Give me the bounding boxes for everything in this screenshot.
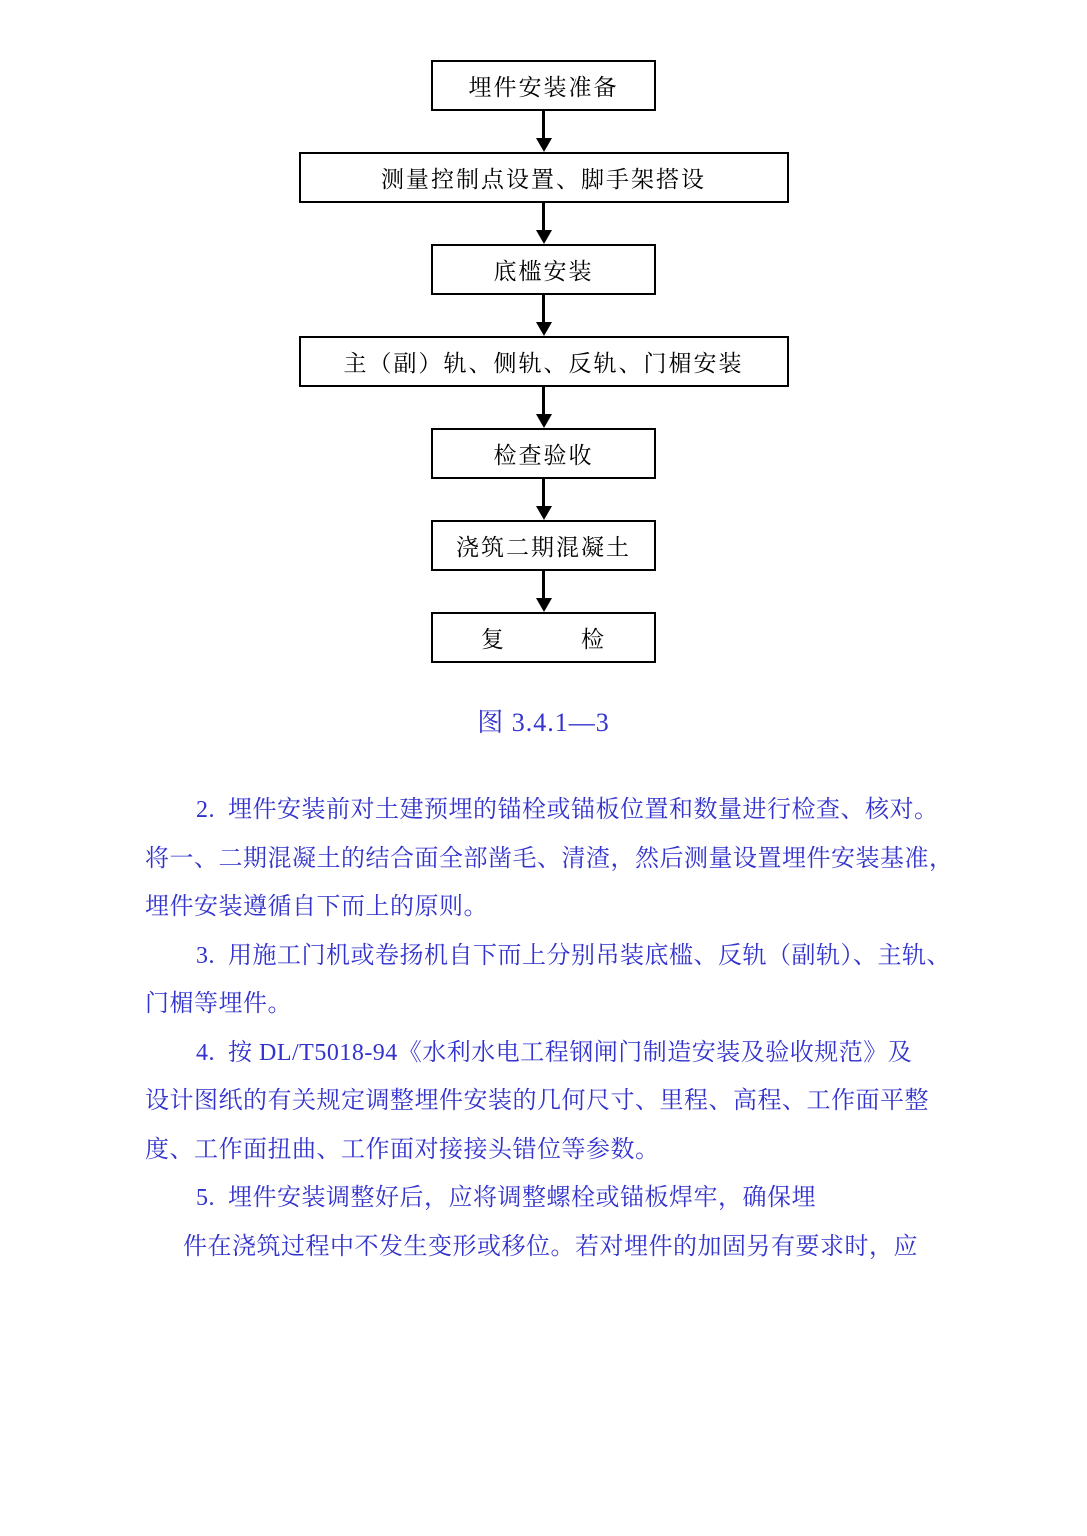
figure-caption: 图 3.4.1—3 <box>477 708 610 737</box>
arrow-stem <box>542 295 545 322</box>
paragraph-5-line-1: 5. 埋件安装调整好后，应将调整螺栓或锚板焊牢，确保埋 <box>196 1185 816 1211</box>
arrow-stem <box>542 387 545 414</box>
arrow-stem <box>542 571 545 598</box>
flow-step-6: 浇筑二期混凝土 <box>431 520 656 571</box>
arrow-stem <box>542 203 545 230</box>
down-arrow-icon <box>536 479 552 520</box>
arrow-head <box>536 506 552 520</box>
flowchart <box>0 60 1087 663</box>
arrow-head <box>536 230 552 244</box>
arrow-stem <box>542 111 545 138</box>
flow-step-7: 复 检 <box>431 612 656 663</box>
down-arrow-icon <box>536 203 552 244</box>
down-arrow-icon <box>536 295 552 336</box>
down-arrow-icon <box>536 111 552 152</box>
flow-step-2: 测量控制点设置、脚手架搭设 <box>299 152 789 203</box>
down-arrow-icon <box>536 387 552 428</box>
paragraph-4-line-3: 度、工作面扭曲、工作面对接接头错位等参数。 <box>145 1136 660 1163</box>
arrow-head <box>536 138 552 152</box>
flow-step-4: 主（副）轨、侧轨、反轨、门楣安装 <box>299 336 789 387</box>
down-arrow-icon <box>536 571 552 612</box>
paragraph-5-line-2: 件在浇筑过程中不发生变形或移位。若对埋件的加固另有要求时，应 <box>183 1233 918 1260</box>
paragraph-2-line-3: 埋件安装遵循自下而上的原则。 <box>145 894 488 920</box>
arrow-head <box>536 414 552 428</box>
paragraph-2-line-1: 2. 埋件安装前对土建预埋的锚栓或锚板位置和数量进行检查、核对。 <box>196 797 939 823</box>
flow-step-1: 埋件安装准备 <box>431 60 656 111</box>
paragraph-3-line-1: 3. 用施工门机或卷扬机自下而上分别吊装底槛、反轨（副轨）、主轨、 <box>196 942 951 969</box>
paragraph-4-line-2: 设计图纸的有关规定调整埋件安装的几何尺寸、里程、高程、工作面平整 <box>145 1088 929 1114</box>
flow-step-3: 底槛安装 <box>431 244 656 295</box>
paragraph-4-line-1: 4. 按 DL/T5018-94《水利水电工程钢闸门制造安装及验收规范》及 <box>196 1039 913 1066</box>
arrow-head <box>536 322 552 336</box>
flow-step-5: 检查验收 <box>431 428 656 479</box>
arrow-head <box>536 598 552 612</box>
arrow-stem <box>542 479 545 506</box>
paragraph-2-line-2: 将一、二期混凝土的结合面全部凿毛、清渣，然后测量设置埋件安装基准， <box>145 845 954 872</box>
body-text <box>145 786 965 1271</box>
paragraph-3-line-2: 门楣等埋件。 <box>145 991 292 1017</box>
